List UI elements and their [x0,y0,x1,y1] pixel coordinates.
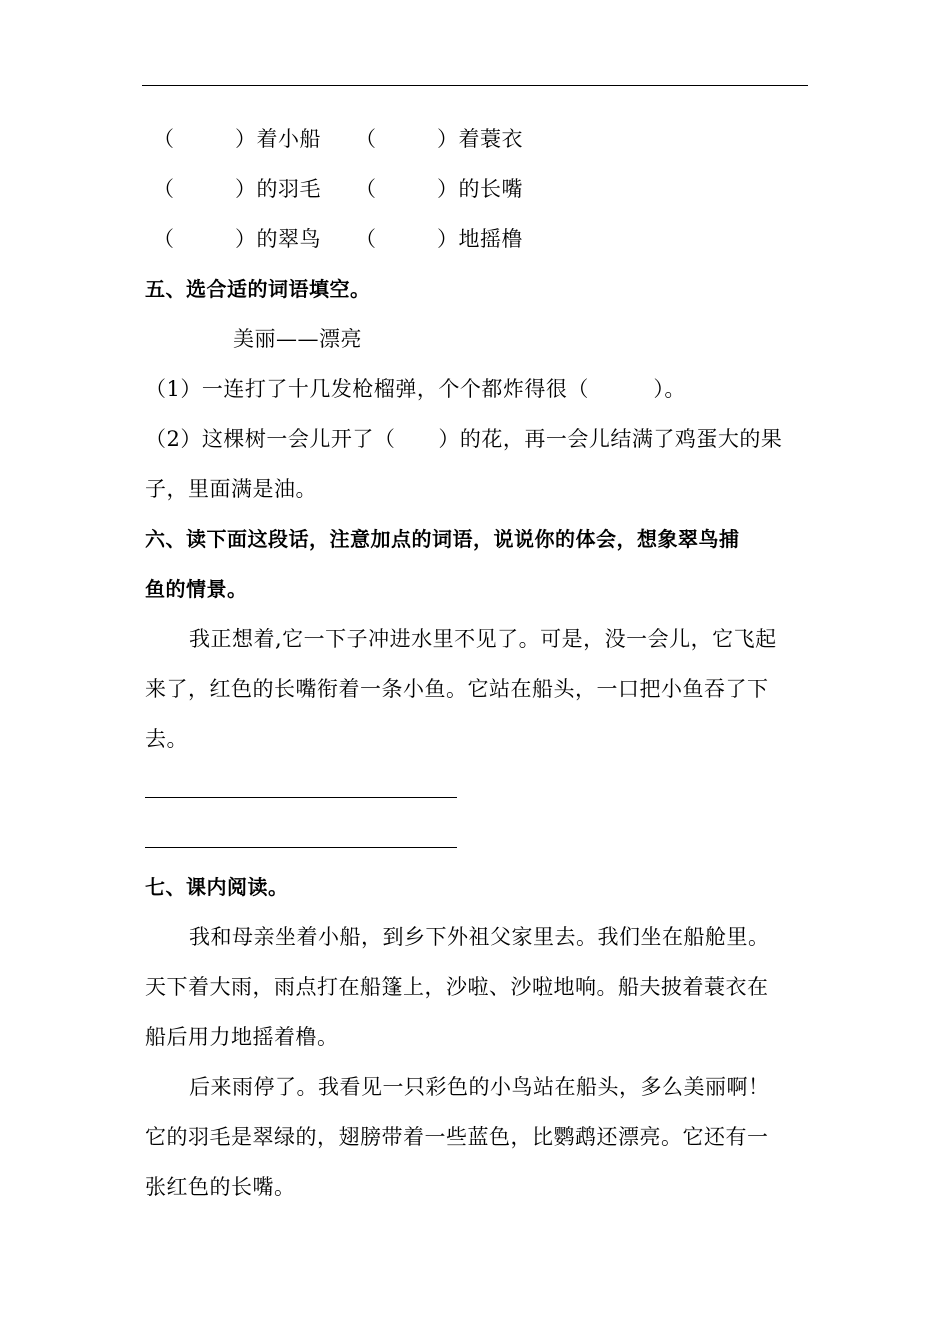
fill-text: ）的翠鸟 [235,227,321,251]
passage-line-3: 去。 [145,727,188,751]
sentence-1: （1）一连打了十几发枪榴弹，个个都炸得很（ ）。 [145,377,686,401]
open-paren: （ [153,227,175,251]
reading-p2-line-3: 张红色的长嘴。 [145,1175,296,1199]
section-6-title-line-1: 六、读下面这段话，注意加点的词语，说说你的体会，想象翠鸟捕 [145,527,740,551]
reading-p2-line-1: 后来雨停了。我看见一只彩色的小鸟站在船头，多么美丽啊！ [189,1075,770,1099]
fill-text: ）着蓑衣 [437,127,523,151]
answer-line-1[interactable] [145,797,457,798]
sentence-2-line-2: 子，里面满是油。 [145,477,317,501]
reading-p1-line-3: 船后用力地摇着橹。 [145,1025,339,1049]
header-rule [142,85,808,86]
passage-line-1: 我正想着,它一下子冲进水里不见了。可是，没一会儿，它飞起 [189,627,777,651]
reading-p1-line-1: 我和母亲坐着小船，到乡下外祖父家里去。我们坐在船舱里。 [189,925,770,949]
word-pair: 美丽——漂亮 [233,327,362,351]
reading-p2-line-2: 它的羽毛是翠绿的，翅膀带着一些蓝色，比鹦鹉还漂亮。它还有一 [145,1125,769,1149]
open-paren: （ [355,127,377,151]
section-7-title: 七、课内阅读。 [145,875,289,899]
fill-text: ）着小船 [235,127,321,151]
section-5-title: 五、选合适的词语填空。 [145,277,371,301]
fill-text: ）的羽毛 [235,177,321,201]
section-6-title-line-2: 鱼的情景。 [145,577,248,601]
open-paren: （ [153,177,175,201]
fill-text: ）的长嘴 [437,177,523,201]
passage-line-2: 来了，红色的长嘴衔着一条小鱼。它站在船头，一口把小鱼吞了下 [145,677,769,701]
open-paren: （ [153,127,175,151]
open-paren: （ [355,227,377,251]
fill-text: ）地摇橹 [437,227,523,251]
open-paren: （ [355,177,377,201]
answer-line-2[interactable] [145,847,457,848]
sentence-2-line-1: （2）这棵树一会儿开了（ ）的花，再一会儿结满了鸡蛋大的果 [145,427,783,451]
reading-p1-line-2: 天下着大雨，雨点打在船篷上，沙啦、沙啦地响。船夫披着蓑衣在 [145,975,769,999]
